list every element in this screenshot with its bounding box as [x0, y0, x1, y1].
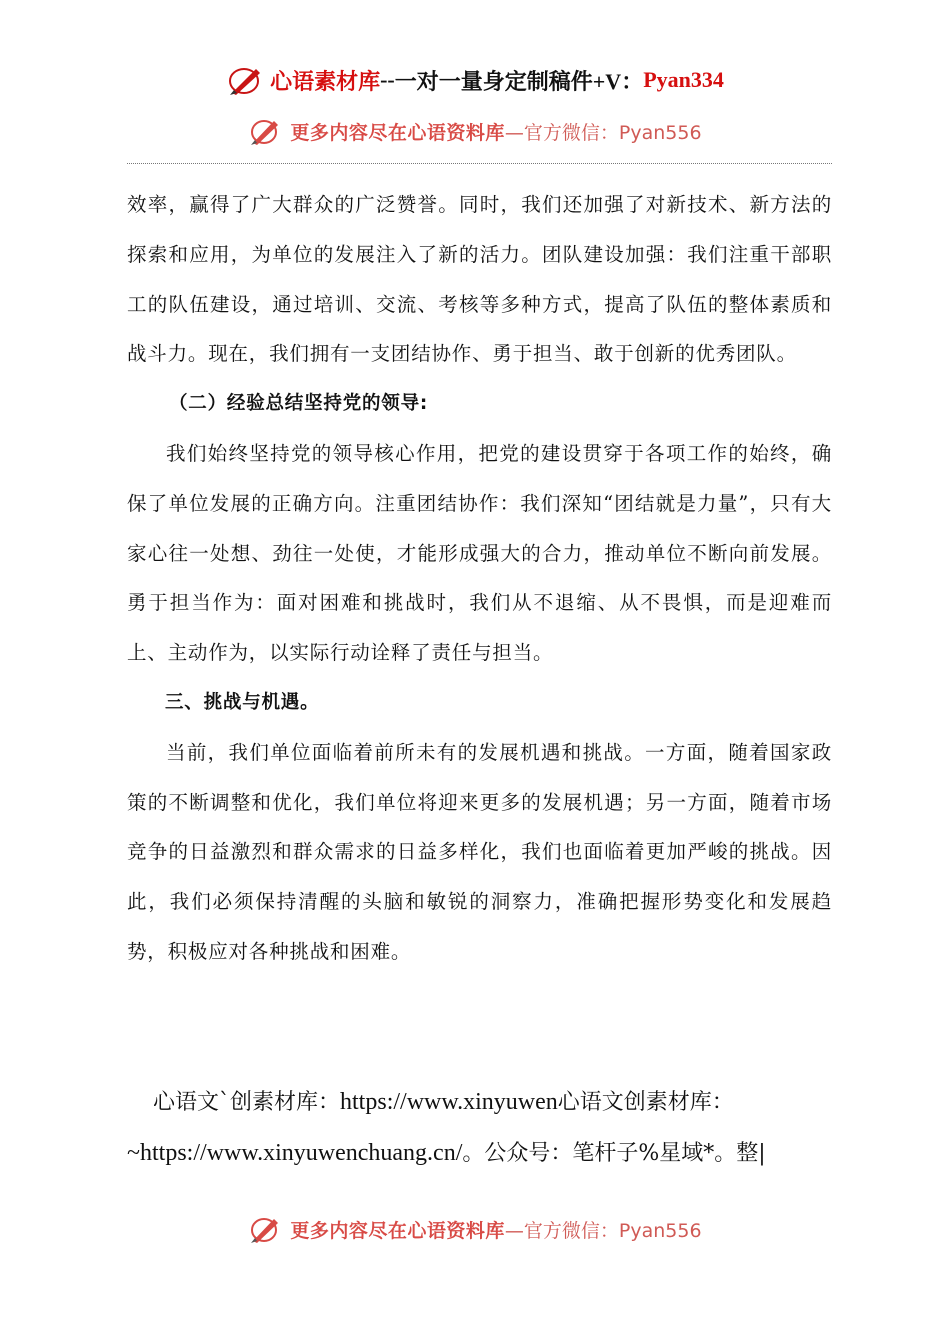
pen-logo-icon [248, 1214, 284, 1244]
pen-logo-icon [226, 63, 268, 97]
section-heading: 三、挑战与机遇。 [165, 691, 320, 713]
note-text: 心语文创素材库： [557, 1090, 734, 1115]
document-body [127, 180, 832, 977]
note-text: 。公众号：笔杆子%星域*。整| [462, 1141, 766, 1166]
pen-logo-icon [248, 116, 284, 146]
header-divider [127, 163, 832, 164]
footer-brand: 更多内容尽在心语资料库 [290, 1219, 505, 1242]
note-url: ~https://www.xinyuwenchuang.cn/ [127, 1140, 463, 1166]
header-separator: -- [380, 67, 395, 92]
footer-contact: —官方微信：Pyan556 [504, 1219, 702, 1242]
page-footer [0, 1212, 950, 1246]
section-subheading: （二）经验总结坚持党的领导: [169, 393, 429, 415]
header-brand: 心语素材库 [270, 68, 381, 94]
note-url: https://www.xinyuwen [340, 1089, 558, 1115]
paragraph: 效率，赢得了广大群众的广泛赞誉。同时，我们还加强了对新技术、新方法的探索和应用，为单位的发展注入了新的活力。团队建设加强：我们注重干部职工的队伍建设，通过培训、交流、考核等多种方式，提高了队伍的整体素质和战斗力。现在，我们拥有一支团结协作、勇于担当、敢于创新的优秀团队。 [127, 193, 832, 366]
source-note [127, 1077, 847, 1179]
source-note-line [127, 1128, 847, 1179]
page-header [0, 62, 950, 98]
paragraph: 当前，我们单位面临着前所未有的发展机遇和挑战。一方面，随着国家政策的不断调整和优化，我们单位将迎来更多的发展机遇；另一方面，随着市场竞争的日益激烈和群众需求的日益多样化，我们也面临着更加严峻的挑战。因此，我们必须保持清醒的头脑和敏锐的洞察力，准确把握形势变化和发展趋势，积极应对各种挑战和困难。 [127, 740, 832, 963]
sub-header-contact: —官方微信：Pyan556 [504, 121, 702, 144]
note-text: 心语文`创素材库： [153, 1090, 341, 1115]
header-wechat: Pyan334 [643, 67, 724, 92]
header-slogan: 一对一量身定制稿件+V： [394, 68, 644, 94]
source-note-line [127, 1077, 847, 1128]
paragraph: 我们始终坚持党的领导核心作用，把党的建设贯穿于各项工作的始终，确保了单位发展的正确方向。注重团结协作：我们深知“团结就是力量”，只有大家心往一处想、劲往一处使，才能形成强大的合力，推动单位不断向前发展。勇于担当作为：面对困难和挑战时，我们从不退缩、从不畏惧，而是迎难而上、主动作为，以实际行动诠释了责任与担当。 [127, 441, 832, 665]
sub-header [0, 114, 950, 148]
sub-header-brand: 更多内容尽在心语资料库 [290, 121, 505, 144]
